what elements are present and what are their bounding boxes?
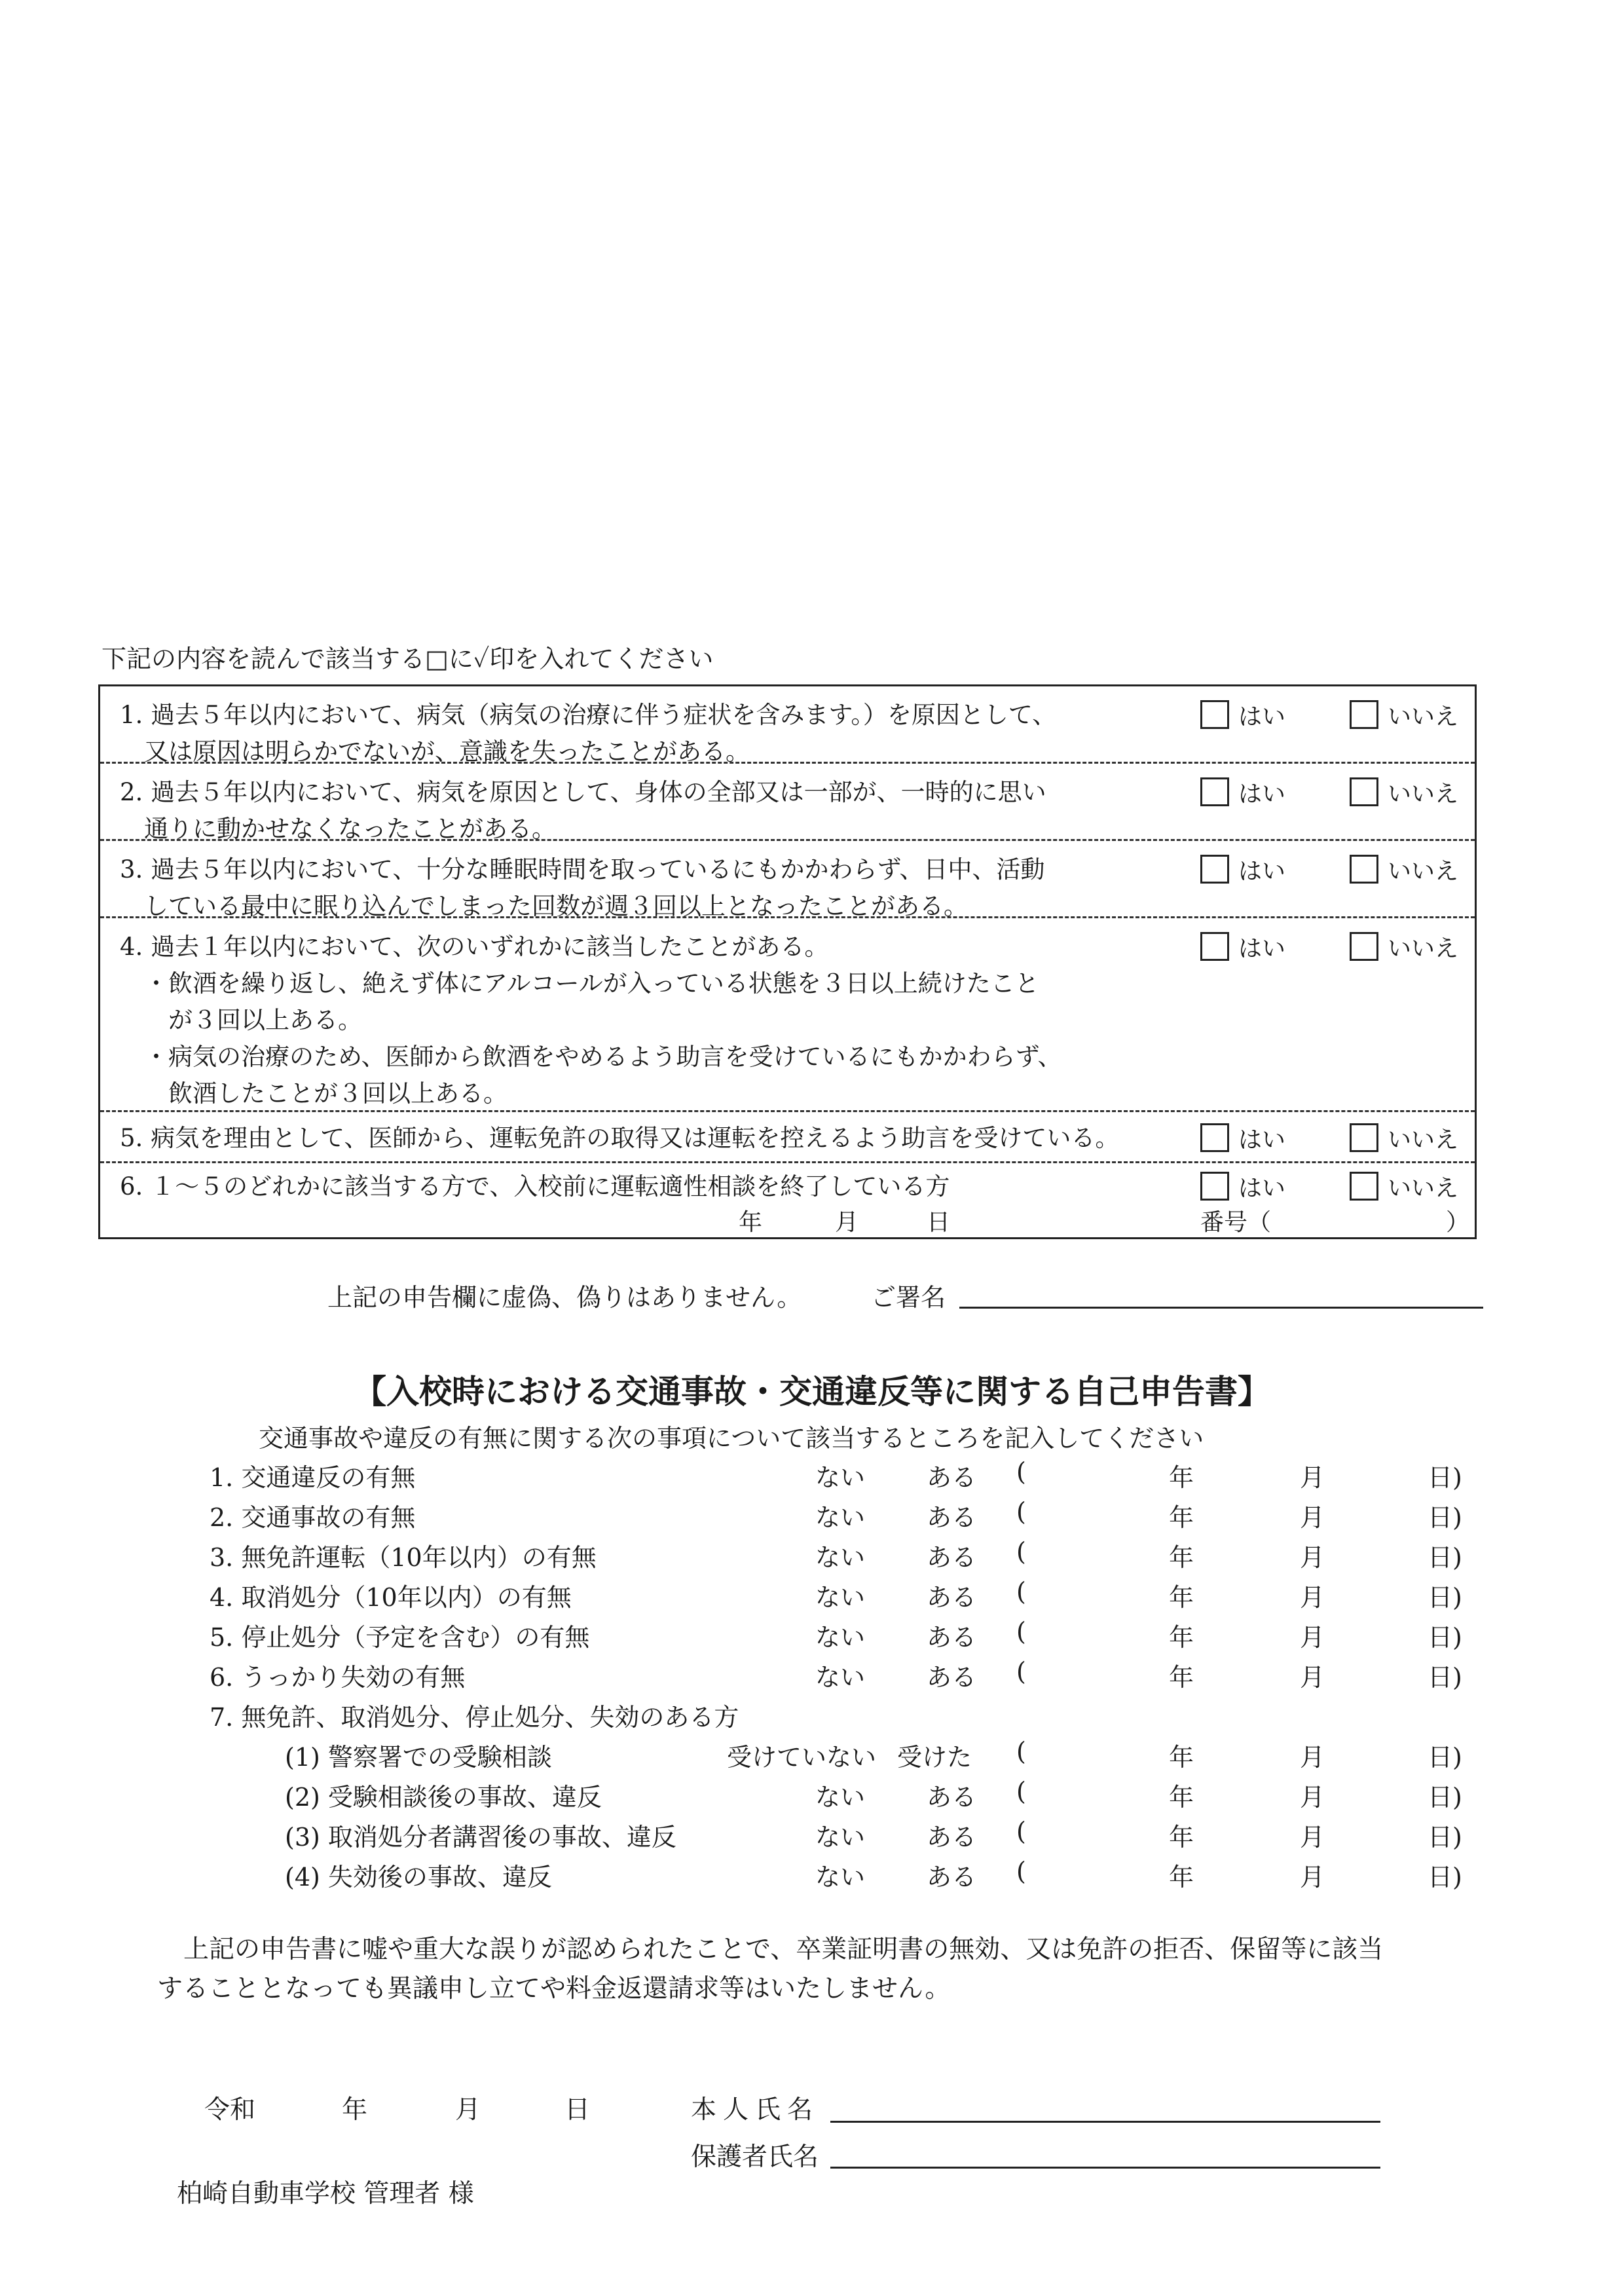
yes-label: はい (1238, 780, 1286, 808)
question-line: 2. 過去５年以内において、病気を原因として、身体の全部又は一部が、一時的に思い (120, 778, 1046, 806)
date-month-label: 月 (1300, 1463, 1325, 1492)
yes-option[interactable] (1200, 853, 1285, 886)
item-row (0, 1817, 1624, 1856)
question-row-1 (100, 686, 1475, 764)
date-year-label: 年 (1169, 1783, 1194, 1812)
option-yes[interactable]: ある (927, 1863, 977, 1892)
item-row (0, 1737, 1624, 1776)
date-day-label: 日) (1428, 1743, 1462, 1772)
guardian-label: 保護者氏名 (691, 2142, 819, 2172)
pledge-line-2: することとなっても異議申し立てや料金返還請求等はいたしません。 (157, 1974, 951, 2004)
guardian-line[interactable] (830, 2167, 1380, 2169)
date-month-label: 月 (1300, 1543, 1325, 1572)
question-row-6 (100, 1163, 1475, 1237)
date-year-label: 年 (1169, 1583, 1194, 1612)
option-yes[interactable]: ある (927, 1463, 977, 1492)
option-none[interactable]: ない (815, 1463, 866, 1492)
date-year-label: 年 (1169, 1743, 1194, 1772)
item-label: (1) 警察署での受験相談 (285, 1743, 552, 1772)
date-day-label: 日) (1428, 1863, 1462, 1892)
subtitle: 交通事故や違反の有無に関する次の事項について該当するところを記入してください (259, 1424, 1204, 1453)
date-day-label: 日) (1428, 1663, 1462, 1692)
option-yes[interactable]: ある (927, 1583, 977, 1612)
date-month-label: 月 (1300, 1783, 1325, 1812)
question-line: 1. 過去５年以内において、病気（病気の治療に伴う症状を含みます。）を原因として、 (120, 701, 1057, 729)
date-year-label: 年 (1169, 1863, 1194, 1892)
name-label: 本人氏名 (691, 2095, 820, 2125)
yes-option[interactable] (1200, 1170, 1285, 1203)
question-line: 3. 過去５年以内において、十分な睡眠時間を取っているにもかかわらず、日中、活動 (120, 855, 1045, 884)
date-day-label: 日) (1428, 1783, 1462, 1812)
date-day-label: 日) (1428, 1463, 1462, 1492)
date-month-label: 月 (1300, 1663, 1325, 1692)
option-yes[interactable]: ある (927, 1623, 977, 1652)
question-row-4 (100, 918, 1475, 1112)
yes-label: はい (1238, 1126, 1286, 1153)
no-label: いいえ (1388, 857, 1459, 885)
item-row-7 (0, 1697, 1624, 1736)
yes-option[interactable] (1200, 775, 1285, 808)
option-none[interactable]: ない (815, 1863, 866, 1892)
item-label: 2. 交通事故の有無 (210, 1503, 416, 1532)
question-line: が３回以上ある。 (120, 1006, 362, 1034)
no-label: いいえ (1388, 1126, 1459, 1153)
yes-label: はい (1238, 857, 1286, 885)
date-month-label: 月 (1300, 1863, 1325, 1892)
yes-option[interactable] (1200, 698, 1285, 731)
question-line: ・病気の治療のため、医師から飲酒をやめるよう助言を受けているにもかかわらず、 (120, 1043, 1062, 1071)
date-year-label: 年 (1169, 1823, 1194, 1852)
checkbox[interactable] (1200, 855, 1229, 884)
bottom-month-label: 月 (455, 2095, 481, 2125)
item-row (0, 1537, 1624, 1577)
item-label: (4) 失効後の事故、違反 (285, 1863, 552, 1892)
checkbox[interactable] (1350, 932, 1378, 961)
question-text (120, 1168, 950, 1205)
date-month-label: 月 (1300, 1743, 1325, 1772)
no-option[interactable] (1350, 930, 1458, 963)
date-open: ( (1016, 1457, 1026, 1486)
option-none[interactable]: ない (815, 1623, 866, 1652)
question-row-3 (100, 841, 1475, 918)
question-line: 通りに動かせなくなったことがある。 (120, 815, 556, 843)
question-text (120, 697, 1056, 770)
date-day-label: 日) (1428, 1503, 1462, 1532)
question-line: 5. 病気を理由として、医師から、運転免許の取得又は運転を控えるよう助言を受けている。 (120, 1124, 1120, 1152)
checkbox[interactable] (1350, 1172, 1378, 1201)
item-row (0, 1657, 1624, 1696)
date-year-label: 年 (1169, 1623, 1194, 1652)
yes-label: はい (1238, 703, 1286, 730)
item-label: 1. 交通違反の有無 (210, 1463, 416, 1492)
no-option[interactable] (1350, 775, 1458, 808)
number-field[interactable] (1318, 1204, 1390, 1233)
yes-option[interactable] (1200, 1121, 1285, 1154)
item-label: 3. 無免許運転（10年以内）の有無 (210, 1543, 597, 1572)
date-open: ( (1016, 1857, 1026, 1886)
no-option[interactable] (1350, 853, 1458, 886)
signature-label: ご署名 (871, 1283, 946, 1312)
date-open: ( (1016, 1617, 1026, 1646)
question-line: している最中に眠り込んでしまった回数が週３回以上となったことがある。 (120, 892, 968, 920)
question-row-5 (100, 1112, 1475, 1163)
item-row (0, 1577, 1624, 1616)
option-none[interactable]: ない (815, 1823, 866, 1852)
option-yes[interactable]: ある (927, 1783, 977, 1812)
date-open: ( (1016, 1497, 1026, 1526)
item-row (0, 1457, 1624, 1497)
addressee: 柏崎自動車学校 管理者 様 (177, 2179, 474, 2209)
pledge-line-1: 上記の申告書に嘘や重大な誤りが認められたことで、卒業証明書の無効、又は免許の拒否、保留等に該当 (183, 1935, 1384, 1964)
date-open: ( (1016, 1777, 1026, 1806)
consult-day-label: 日 (927, 1209, 951, 1236)
no-label: いいえ (1388, 935, 1459, 962)
date-day-label: 日) (1428, 1823, 1462, 1852)
consult-year-label: 年 (739, 1209, 763, 1236)
date-day-label: 日) (1428, 1623, 1462, 1652)
date-day-label: 日) (1428, 1543, 1462, 1572)
checkbox[interactable] (1200, 1172, 1229, 1201)
option-none[interactable]: ない (815, 1783, 866, 1812)
question-line: 6. １～５のどれかに該当する方で、入校前に運転適性相談を終了している方 (120, 1172, 950, 1201)
checkbox[interactable] (1200, 1123, 1229, 1152)
no-label: いいえ (1388, 1174, 1459, 1202)
question-row-2 (100, 764, 1475, 841)
date-month-label: 月 (1300, 1823, 1325, 1852)
item-label: 6. うっかり失効の有無 (210, 1663, 466, 1692)
option-yes[interactable]: 受けた (897, 1743, 972, 1772)
bottom-day-label: 日 (564, 2095, 591, 2125)
question-text (120, 851, 1044, 925)
checkbox[interactable] (1350, 777, 1378, 806)
date-year-label: 年 (1169, 1463, 1194, 1492)
signature-line[interactable] (959, 1307, 1483, 1309)
no-label: いいえ (1388, 780, 1459, 808)
no-option[interactable] (1350, 1170, 1458, 1203)
option-none[interactable]: ない (815, 1543, 866, 1572)
date-year-label: 年 (1169, 1503, 1194, 1532)
date-open: ( (1016, 1737, 1026, 1766)
date-month-label: 月 (1300, 1503, 1325, 1532)
checkbox[interactable] (1350, 700, 1378, 729)
question-text (120, 929, 1062, 1112)
yes-option[interactable] (1200, 930, 1285, 963)
bottom-year-label: 年 (342, 2095, 368, 2125)
item-label: (3) 取消処分者講習後の事故、違反 (285, 1823, 676, 1852)
question-text (120, 774, 1046, 848)
item-label: 5. 停止処分（予定を含む）の有無 (210, 1623, 590, 1652)
no-label: いいえ (1388, 703, 1459, 730)
health-questionnaire-table (98, 684, 1477, 1239)
instruction-text: 下記の内容を読んで該当する□に✓印を入れてください (101, 644, 714, 673)
option-yes[interactable]: ある (927, 1663, 977, 1692)
item-row (0, 1617, 1624, 1656)
item-row (0, 1777, 1624, 1816)
option-none[interactable]: ない (815, 1583, 866, 1612)
date-year-label: 年 (1169, 1663, 1194, 1692)
date-year-label: 年 (1169, 1543, 1194, 1572)
option-yes[interactable]: ある (927, 1543, 977, 1572)
checkbox[interactable] (1350, 1123, 1378, 1152)
number-label: 番号（ (1200, 1209, 1272, 1236)
item-row (0, 1857, 1624, 1896)
item-label: 4. 取消処分（10年以内）の有無 (210, 1583, 572, 1612)
date-open: ( (1016, 1577, 1026, 1606)
item-label: (2) 受験相談後の事故、違反 (285, 1783, 602, 1812)
option-yes[interactable]: ある (927, 1503, 977, 1532)
option-yes[interactable]: ある (927, 1823, 977, 1852)
question-text (120, 1120, 1119, 1157)
date-day-label: 日) (1428, 1583, 1462, 1612)
question-line: ・飲酒を繰り返し、絶えず体にアルコールが入っている状態を３日以上続けたこと (120, 969, 1039, 998)
option-none[interactable]: 受けていない (727, 1743, 877, 1772)
checkbox[interactable] (1350, 855, 1378, 884)
option-none[interactable]: ない (815, 1663, 866, 1692)
question-line: 又は原因は明らかでないが、意識を失ったことがある。 (120, 737, 750, 766)
yes-label: はい (1238, 935, 1286, 962)
question-line: 飲酒したことが３回以上ある。 (120, 1079, 507, 1108)
date-open: ( (1016, 1657, 1026, 1686)
no-option[interactable] (1350, 698, 1458, 731)
date-open: ( (1016, 1817, 1026, 1846)
option-none[interactable]: ない (815, 1503, 866, 1532)
consult-month-label: 月 (835, 1209, 859, 1236)
page-title: 【入校時における交通事故・交通違反等に関する自己申告書】 (354, 1372, 1270, 1411)
checkbox[interactable] (1200, 700, 1229, 729)
date-month-label: 月 (1300, 1583, 1325, 1612)
no-option[interactable] (1350, 1121, 1458, 1154)
date-open: ( (1016, 1537, 1026, 1566)
checkbox[interactable] (1200, 777, 1229, 806)
declaration-text: 上記の申告欄に虚偽、偽りはありません。 (327, 1283, 802, 1312)
name-line[interactable] (830, 2121, 1380, 2123)
bottom-era-label: 令和 (204, 2095, 256, 2125)
date-month-label: 月 (1300, 1623, 1325, 1652)
yes-label: はい (1238, 1174, 1286, 1202)
item-label: 7. 無免許、取消処分、停止処分、失効のある方 (210, 1703, 739, 1732)
number-close: ） (1446, 1209, 1470, 1236)
question-line: 4. 過去１年以内において、次のいずれかに該当したことがある。 (120, 933, 829, 961)
item-row (0, 1497, 1624, 1537)
checkbox[interactable] (1200, 932, 1229, 961)
